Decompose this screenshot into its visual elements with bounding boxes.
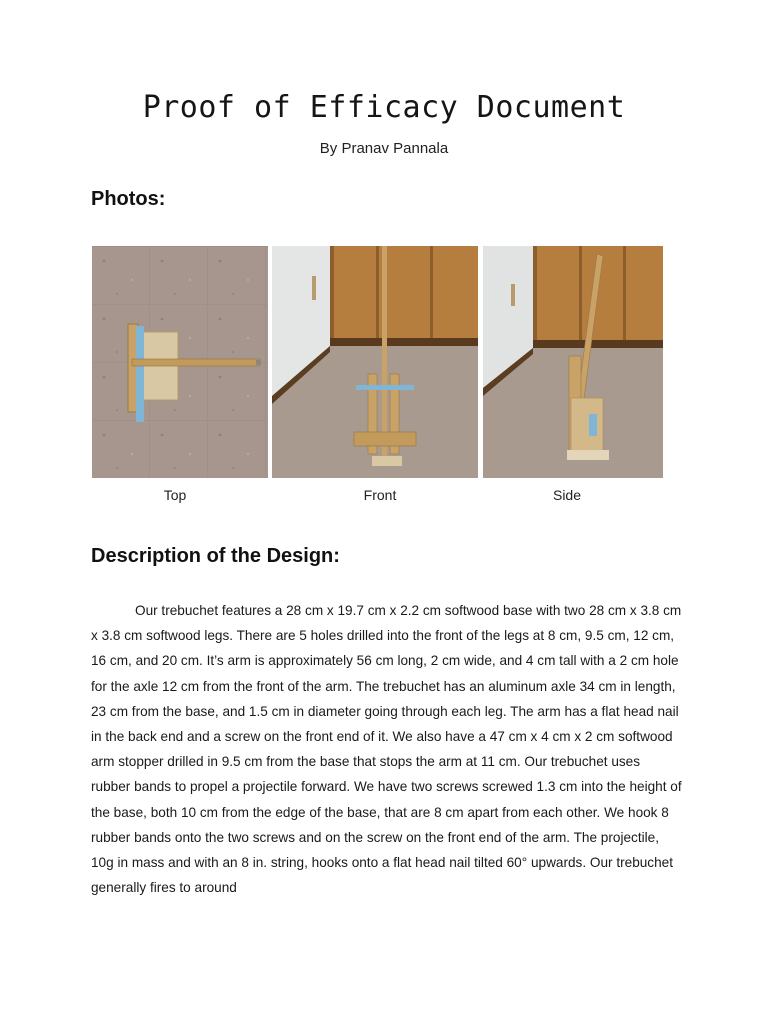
trebuchet-side-view-photo <box>483 246 663 478</box>
photos-heading: Photos: <box>91 188 166 210</box>
document-title: Proof of Efficacy Document <box>142 90 626 125</box>
trebuchet-top-view-photo <box>92 246 268 478</box>
description-heading: Description of the Design: <box>91 545 340 567</box>
description-paragraph: Our trebuchet features a 28 cm x 19.7 cm x 2.2 cm softwood base with two 28 cm x 3.8 cm x 3.8 cm softwood legs. There are 5 holes drilled into the front of the legs at 8 cm, 9.5 cm, 12 cm, 16 cm, and 20 cm. It’s arm is approximately 56 cm long, 2 cm wide, and 4 cm tall with a 2 cm hole for the axle 12 cm from the front of the arm. The trebuchet has an aluminum axle 34 cm in length, 23 cm from the base, and 1.5 cm in diameter going through each leg. The arm has a flat head nail in the back end and a screw on the front end of it. We also have a 47 cm x 4 cm x 2 cm softwood arm stopper drilled in 9.5 cm from the base that stops the arm at 11 cm. Our trebuchet uses rubber bands to propel a projectile forward. We have two screws screwed 1.3 cm into the height of the base, both 10 cm from the edge of the base, that are 8 cm apart from each other. We hook 8 rubber bands onto the two screws and on the screw on the front end of the arm. The projectile, 10g in mass and with an 8 in. string, hooks onto a flat head nail tilted 60° upwards. Our trebuchet generally fires to around <box>91 603 682 896</box>
document-author: By Pranav Pannala <box>319 140 449 157</box>
description-body <box>91 598 683 900</box>
trebuchet-front-view-photo <box>272 246 478 478</box>
photo-caption-top: Top <box>163 487 187 503</box>
photo-caption-side: Side <box>552 487 582 503</box>
photo-caption-front: Front <box>363 487 397 503</box>
